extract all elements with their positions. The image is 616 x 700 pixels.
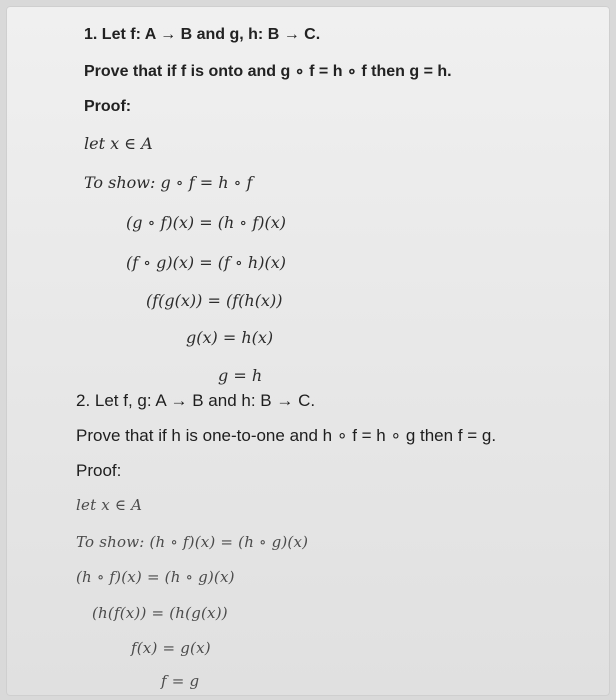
problem1-proof-label: Proof: xyxy=(84,98,132,115)
problem2-statement: 2. Let f, g: A → B and h: B → C. xyxy=(76,391,316,410)
problem2-prove: Prove that if h is one-to-one and h ∘ f = h ∘ g then f = g. xyxy=(76,426,497,445)
problem1-line-2: To show: g ∘ f = h ∘ f xyxy=(84,173,253,192)
problem2-line-4: (h(f(x)) = (h(g(x)) xyxy=(92,604,228,622)
document-sheet xyxy=(6,6,610,696)
problem1-statement: 1. Let f: A → B and g, h: B → C. xyxy=(84,26,321,43)
problem1-prove: Prove that if f is onto and g ∘ f = h ∘ f then g = h. xyxy=(84,63,452,80)
problem1-line-3: (g ∘ f)(x) = (h ∘ f)(x) xyxy=(126,213,286,232)
problem2-line-3: (h ∘ f)(x) = (h ∘ g)(x) xyxy=(76,568,235,586)
problem2-line-2: To show: (h ∘ f)(x) = (h ∘ g)(x) xyxy=(76,533,309,551)
problem2-line-5: f(x) = g(x) xyxy=(131,639,211,657)
problem1-line-5: (f(g(x)) = (f(h(x)) xyxy=(146,291,283,310)
problem2-line-6: f = g xyxy=(161,672,200,690)
problem1-line-7: g = h xyxy=(218,366,263,385)
problem2-line-1: let x ∈ A xyxy=(76,496,143,514)
problem2-proof-label: Proof: xyxy=(76,461,122,480)
problem1-line-6: g(x) = h(x) xyxy=(186,328,274,347)
problem1-line-1: let x ∈ A xyxy=(84,134,153,153)
problem1-line-4: (f ∘ g)(x) = (f ∘ h)(x) xyxy=(126,253,286,272)
